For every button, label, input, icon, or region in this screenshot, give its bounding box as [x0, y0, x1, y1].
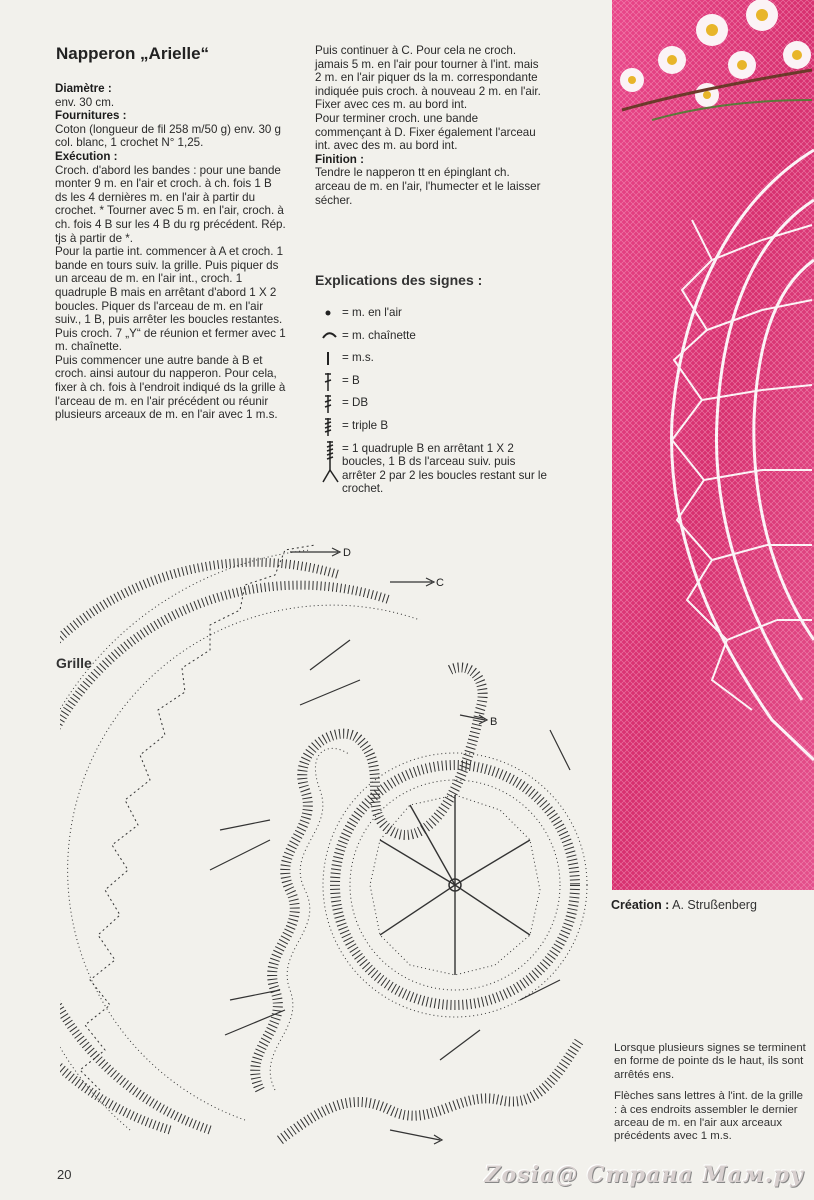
legend-item — [322, 419, 547, 433]
legend-text: = m. en l'air — [342, 306, 402, 319]
pattern-notes — [614, 1042, 809, 1152]
chain-stitch-dot-icon — [322, 304, 336, 320]
legend-text: = triple B — [342, 418, 389, 432]
section-heading: Fournitures : — [55, 109, 127, 123]
credit-name: A. Strußenberg — [672, 898, 757, 912]
grille-marker-b: B — [490, 716, 498, 728]
instruction-paragraph: Coton (longueur de fil 258 m/50 g) env. 30 g col. blanc, 1 crochet N° 1,25. — [55, 122, 282, 150]
single-crochet-icon — [322, 349, 336, 367]
double-treble-icon — [322, 394, 336, 414]
legend-item — [322, 442, 547, 496]
grille-marker-d: D — [343, 547, 351, 559]
instruction-paragraph: Pour terminer croch. une bande commençant à D. Fixer également l'arceau int. avec des m. au bord int. — [315, 111, 536, 153]
legend-item — [322, 306, 547, 320]
doily-photo — [612, 0, 814, 890]
legend-text: = 1 quadruple B en arrêtant 1 X 2 boucles, 1 B ds l'arceau suiv. puis arrêter 2 par 2 les boucles restant sur le crochet. — [342, 441, 547, 496]
legend-text: = B — [342, 373, 360, 387]
instruction-paragraph: Tendre le napperon tt en épinglant ch. arceau de m. en l'air, l'humecter et le laisser sécher. — [315, 166, 541, 207]
design-credit — [611, 898, 757, 912]
slip-stitch-arc-icon — [322, 327, 338, 343]
signs-legend — [322, 306, 547, 505]
note-paragraph: Lorsque plusieurs signes se terminent en forme de pointe ds le haut, ils sont arrêtés ens. — [614, 1042, 806, 1081]
legend-item — [322, 396, 547, 410]
instructions-right-column — [315, 44, 547, 207]
legend-item — [322, 351, 547, 365]
section-heading: Finition : — [315, 152, 364, 166]
instruction-paragraph: env. 30 cm. — [55, 95, 115, 109]
legend-text: = m. chaînette — [342, 328, 416, 342]
triple-treble-icon — [322, 417, 336, 437]
instructions-left-column — [55, 82, 287, 422]
note-paragraph: Flèches sans lettres à l'int. de la grille : à ces endroits assembler le dernier arceau de m. en l'air aux arceaux précédents avec 1 m.s. — [614, 1090, 803, 1143]
legend-text: = DB — [342, 396, 369, 410]
legend-item — [322, 374, 547, 388]
doily-photo-image — [612, 0, 814, 890]
page-number: 20 — [57, 1167, 72, 1182]
section-heading: Exécution : — [55, 149, 118, 163]
signs-title: Explications des signes : — [315, 272, 483, 288]
legend-item — [322, 329, 547, 343]
instruction-paragraph: Croch. d'abord les bandes : pour une bande monter 9 m. en l'air et croch. à ch. fois 1 B ds les 4 dernières m. en l'air à partir du crochet. * Tourner avec 5 m. en l'air, croch. à ch. fois 4 B sur les 4 B du rg précédent. Rép. tjs à partir de *. — [55, 163, 286, 245]
credit-label: Création : — [611, 898, 670, 912]
crochet-chart-diagram — [60, 530, 620, 1180]
double-crochet-icon — [322, 372, 336, 392]
instruction-paragraph: Pour la partie int. commencer à A et croch. 1 bande en tours suiv. la grille. Puis piquer ds un arceau de m. en l'air int., croch. 1 quadruple B mais en arrêtant d'abord 1 X 2 boucles. Piquer ds l'arceau de m. en l'air suiv., 1 B, puis arrêter les boucles restantes. Puis croch. 7 „Y“ de réunion et fermer avec 1 m. chaînette. — [55, 245, 286, 354]
quadruple-cluster-icon — [322, 440, 340, 484]
watermark: Zosia@ Страна Мам.ру — [484, 1162, 804, 1188]
instruction-paragraph: Puis commencer une autre bande à B et croch. ainsi autour du napperon. Pour cela, fixer à ch. fois à l'endroit indiqué ds la grille à l'arceau de m. en l'air précédent ou réunir plusieurs arceaux de m. en l'air avec 1 m.s. — [55, 353, 286, 422]
section-heading: Diamètre : — [55, 82, 112, 95]
grille-label: Grille — [56, 655, 92, 671]
legend-text: = m.s. — [342, 351, 374, 365]
grille-marker-c: C — [436, 577, 444, 589]
instruction-paragraph: Puis continuer à C. Pour cela ne croch. jamais 5 m. en l'air pour tourner à l'int. mais 2 m. en l'air piquer ds la m. correspondante indiquée puis croch. à nouveau 2 m. en l'air. Fixer avec ces m. au bord int. — [315, 44, 541, 112]
pattern-title: Napperon „Arielle“ — [56, 44, 210, 63]
